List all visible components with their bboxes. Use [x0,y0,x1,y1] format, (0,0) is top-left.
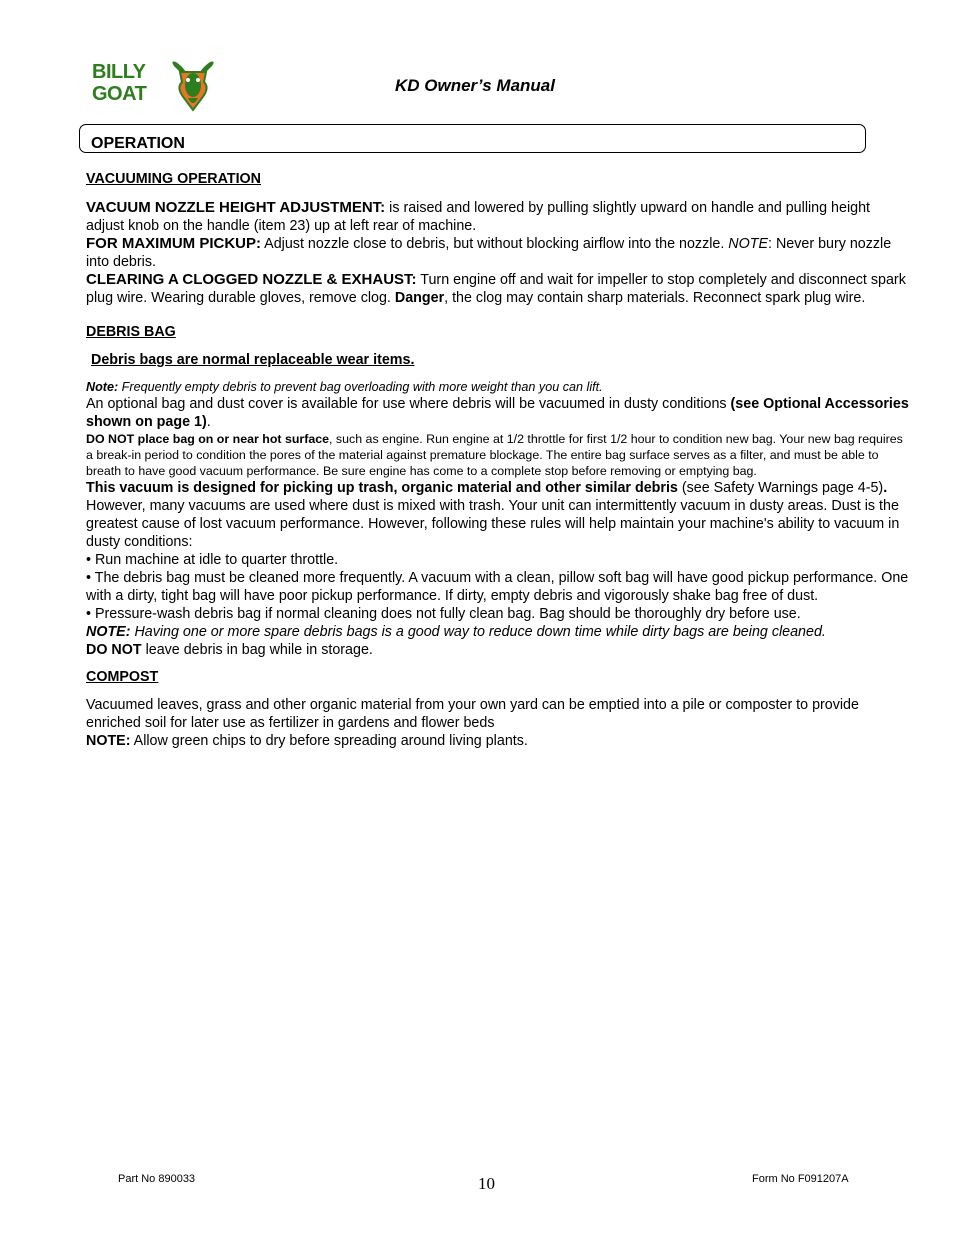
optional-bag-text: An optional bag and dust cover is available for use where debris will be vacuumed in dusty conditions [86,396,731,412]
storage-paragraph [86,641,912,659]
hot-surface-text: , such as engine. Run engine at 1/2 throttle for first 1/2 hour to condition new bag. Your new bag requires a break-in period to condition the pores of the material against premature blockage. The entire bag surface serves as a filter, and must be able to breath to have good vacuum performance. Be sure engine has come to a complete stop before removing or emptying bag. [86,432,903,478]
manual-title: KD Owner’s Manual [395,76,555,95]
hot-surface-bold: DO NOT place bag on or near hot surface [86,432,330,446]
designed-text: (see Safety Warnings page 4-5) [677,480,884,496]
hot-surface-paragraph [86,431,912,479]
compost-note-label: NOTE: [86,733,131,749]
compost-note-text: Allow green chips to dry before spreading around living plants. [130,733,528,749]
section-title: OPERATION [91,135,185,152]
logo-text-billy: BILLY [92,61,146,83]
clogged-nozzle-label: CLEARING A CLOGGED NOZZLE & EXHAUST: [86,271,417,288]
heading-compost: COMPOST [86,669,159,685]
bullet-item: • Run machine at idle to quarter throttle. [86,552,339,568]
billy-goat-logo [92,58,220,112]
max-pickup-paragraph [86,235,912,271]
footer-part-number: Part No 890033 [118,1173,196,1185]
goat-head-icon [168,58,218,112]
spare-bags-paragraph [86,623,912,641]
page-number: 10 [478,1174,495,1193]
max-pickup-text: Adjust nozzle close to debris, but without blocking airflow into the nozzle. [261,236,729,252]
section-title-box [79,124,866,153]
debris-note-paragraph [86,379,912,395]
compost-note-paragraph [86,732,912,750]
debris-subheading: Debris bags are normal replaceable wear items. [91,352,415,368]
designed-paragraph [86,479,912,497]
storage-bold: DO NOT [86,642,142,658]
optional-bag-paragraph [86,395,912,431]
clogged-nozzle-paragraph [86,271,912,307]
designed-bold: This vacuum is designed for picking up trash, organic material and other similar debris [86,480,678,496]
optional-bag-bold: (see Optional Accessories shown on page 1) [86,396,909,430]
bullet-item: • The debris bag must be cleaned more frequently. A vacuum with a clean, pillow soft bag will have good pickup performance. One with a dirty, tight bag will have poor pickup performance. If dirty, empty debris and vigorously shake bag free of dust. [86,570,909,604]
nozzle-height-paragraph [86,199,912,235]
nozzle-height-label: VACUUM NOZZLE HEIGHT ADJUSTMENT: [86,199,386,216]
danger-label: Danger [394,290,445,306]
compost-paragraph: Vacuumed leaves, grass and other organic material from your own yard can be emptied into a pile or composter to provide enriched soil for later use as fertilizer in gardens and flower beds [86,697,859,731]
logo-text-goat: GOAT [92,83,147,105]
debris-note-text: Frequently empty debris to prevent bag overloading with more weight than you can lift. [118,380,603,394]
debris-note-label: Note: [86,380,119,394]
clogged-nozzle-text-1: Turn engine off and wait for impeller to stop completely and disconnect spark plug wire. Wearing durable gloves, remove clog. [86,272,906,306]
max-pickup-note-label: NOTE [728,236,769,252]
optional-bag-end: . [206,414,211,430]
spare-bags-text: Having one or more spare debris bags is a good way to reduce down time while dirty bags are being cleaned. [130,624,826,640]
spare-bags-label: NOTE: [86,624,131,640]
max-pickup-label: FOR MAXIMUM PICKUP: [86,235,261,252]
bullet-item: • Pressure-wash debris bag if normal cleaning does not fully clean bag. Bag should be thoroughly dry before use. [86,606,801,622]
designed-end: . [883,480,888,496]
however-paragraph: However, many vacuums are used where dust is mixed with trash. Your unit can intermittently vacuum in dusty areas. Dust is the greatest cause of lost vacuum performance. However, following these rules will help maintain your machine's ability to vacuum in dusty conditions: [86,498,900,550]
page-content [86,170,912,750]
heading-vacuuming-operation: VACUUMING OPERATION [86,171,262,187]
nozzle-height-text: is raised and lowered by pulling slightly upward on handle and pulling height adjust knob on the handle (item 23) up at left rear of machine. [86,200,870,234]
heading-debris-bag: DEBRIS BAG [86,324,176,340]
clogged-nozzle-text-2: , the clog may contain sharp materials. Reconnect spark plug wire. [444,290,866,306]
storage-text: leave debris in bag while in storage. [141,642,373,658]
max-pickup-note-text: : Never bury nozzle into debris. [86,236,892,270]
footer-form-number: Form No F091207A [752,1173,849,1185]
